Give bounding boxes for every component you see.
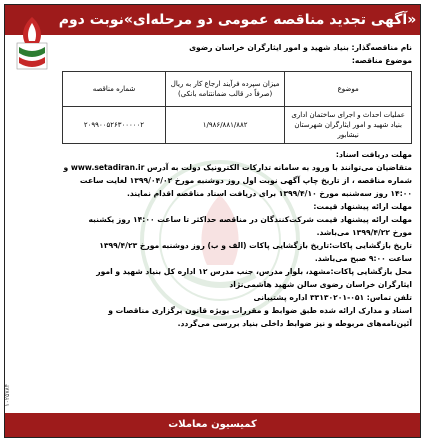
opening-line-1: تاریخ بازگشایی پاکات:تاریخ بازگشایی پاکات (الف و ب) روز دوشنبه مورخ ۱۳۹۹/۴/۲۳: [99, 241, 412, 250]
header-deposit: میزان سپرده فرآیند ارجاع کار به ریال (صرفاً در قالب ضمانتنامه بانکی): [165, 72, 284, 107]
tender-table-header-row: [63, 72, 412, 107]
header-subject: موضوع: [285, 72, 412, 107]
cell-deposit: ۱/۹۸۶/۸۸۱/۸۸۲: [165, 107, 284, 144]
doc-deadline-line-1: متقاضیان می‌توانند با ورود به سامانه تدارکات الکترونیک دولت به آدرس www.setadiran.ir و: [63, 163, 412, 172]
closing-line-1: اسناد و مدارک ارائه شده طبق ضوابط و مقررات بویژه قانون برگزاری مناقصات و: [108, 306, 412, 315]
tender-table: [62, 71, 412, 144]
side-code: ۱۰۲۵۷۸۴: [4, 384, 11, 407]
table-row: [63, 107, 412, 144]
location-line-2: ایثارگران خراسان رضوی سالن شهید هاشمی‌نژاد: [229, 280, 412, 289]
footer-signature: کمیسیون معاملات: [168, 419, 257, 430]
announcement-footer: [5, 413, 420, 437]
doc-deadline-line-2: شماره مناقصه ، از تاریخ چاپ آگهی نوبت اول روز دوشنبه مورخ ۱۳۹۹/۰۴/۰۲ لغایت ساعت: [79, 176, 412, 185]
bid-deadline-line-2: مورخ ۱۳۹۹/۴/۲۲ می‌باشد.: [316, 228, 412, 237]
advertisement-page: [4, 4, 421, 438]
organizer-line: نام مناقصه‌گذار: بنیاد شهید و امور ایثارگران خراسان رضوی: [189, 43, 412, 52]
announcement-header: [5, 5, 420, 35]
subject-label: موضوع مناقصه:: [351, 56, 412, 65]
location-line-1: محل بازگشایی پاکات:مشهد، بلوار مدرس، جنب مدرس ۱۲ اداره کل بنیاد شهید و امور: [96, 267, 412, 276]
closing-line-2: آئین‌نامه‌های مربوطه و نیز ضوابط داخلی بنیاد بررسی می‌گردد.: [177, 319, 412, 328]
announcement-title: «آگهی تجدید مناقصه عمومی دو مرحله‌ای»نوبت دوم: [58, 12, 417, 28]
doc-deadline-line-3: ۱۴:۰۰ روز سه‌شنبه مورخ ۱۳۹۹/۴/۱۰ برای دریافت اسناد مناقصه اقدام نمایند.: [126, 189, 412, 198]
doc-deadline-title: مهلت دریافت اسناد:: [335, 150, 412, 159]
header-tender-number: شماره مناقصه: [63, 72, 166, 107]
cell-subject: عملیات احداث و اجرای ساختمان اداری بنیاد شهید و امور ایثارگران شهرستان نیشابور: [285, 107, 412, 144]
phone-line: تلفن تماس: ۰۵۱-۳۳۱۳۰۲۰۱ اداره پشتیبانی: [253, 293, 412, 302]
announcement-body: [11, 41, 412, 409]
bid-deadline-line-1: مهلت ارائه پیشنهاد قیمت شرکت‌کنندگان در مناقصه حداکثر تا ساعت ۱۴:۰۰ روز یکشنبه: [88, 215, 412, 224]
opening-line-2: ساعت ۹:۰۰ صبح می‌باشد.: [314, 254, 412, 263]
cell-tender-number: ۲۰۹۹۰۰۵۲۶۳۰۰۰۰۰۲: [63, 107, 166, 144]
bid-deadline-title: مهلت ارائه پیشنهاد قیمت:: [313, 202, 412, 211]
